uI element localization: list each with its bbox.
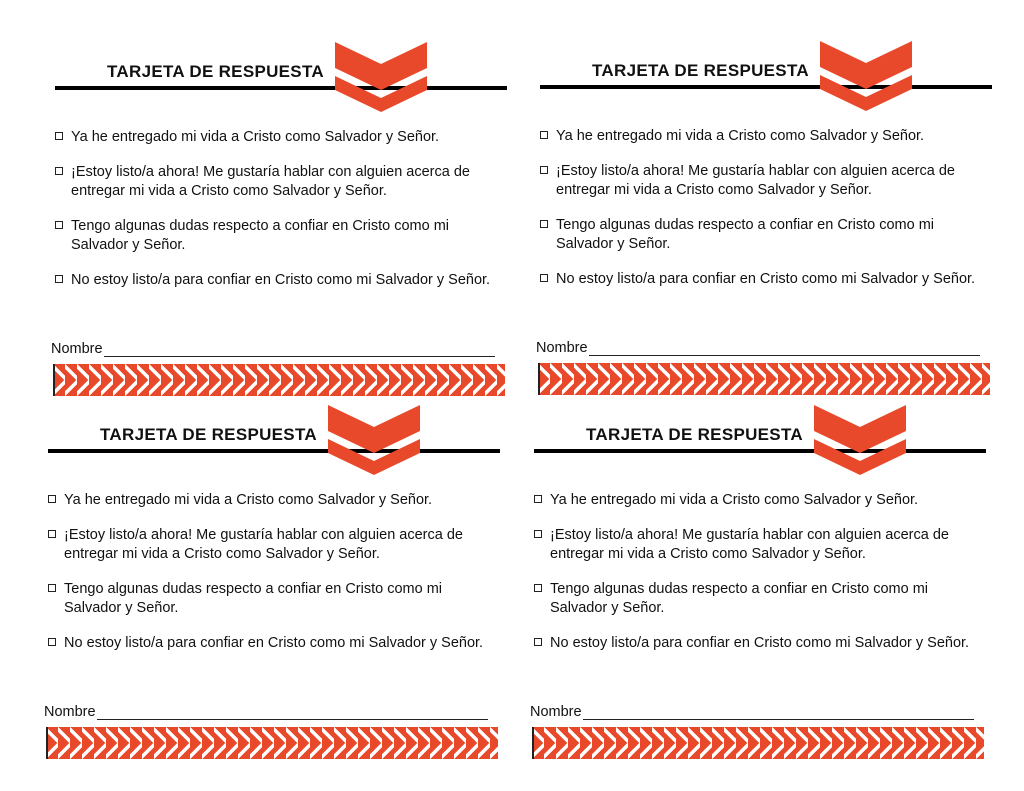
title-rule (48, 449, 500, 453)
checkbox[interactable] (540, 220, 548, 228)
name-label: Nombre (51, 341, 103, 357)
chevron-down-icon (814, 405, 906, 477)
option-list (534, 491, 986, 669)
checkbox[interactable] (534, 530, 542, 538)
option-list (540, 127, 992, 305)
chevron-band (538, 363, 990, 395)
band-edge (46, 727, 48, 759)
band-edge (538, 363, 540, 395)
band-edge (532, 727, 534, 759)
option-label: No estoy listo/a para confiar en Cristo como mi Salvador y Señor. (71, 272, 491, 288)
checkbox[interactable] (55, 221, 63, 229)
response-card-1 (51, 48, 525, 418)
name-label: Nombre (536, 340, 588, 356)
card-title: TARJETA DE RESPUESTA (100, 425, 317, 444)
checkbox[interactable] (48, 638, 56, 646)
chevron-down-icon (820, 41, 912, 113)
name-field[interactable] (530, 704, 974, 720)
option-label: No estoy listo/a para confiar en Cristo como mi Salvador y Señor. (550, 635, 970, 651)
option-label: No estoy listo/a para confiar en Cristo como mi Salvador y Señor. (64, 635, 484, 651)
name-field[interactable] (51, 341, 495, 357)
checkbox[interactable] (534, 584, 542, 592)
name-line[interactable] (583, 705, 974, 720)
option-item[interactable] (48, 580, 500, 618)
band-edge (53, 364, 55, 396)
checkbox[interactable] (534, 638, 542, 646)
card-title: TARJETA DE RESPUESTA (592, 61, 809, 80)
option-item[interactable] (540, 162, 992, 200)
name-line[interactable] (104, 342, 495, 357)
chevron-band (532, 727, 984, 759)
option-item[interactable] (55, 128, 507, 147)
option-list (55, 128, 507, 306)
response-card-4 (530, 411, 1004, 781)
response-card-2 (536, 47, 1010, 417)
name-line[interactable] (589, 341, 980, 356)
option-label: ¡Estoy listo/a ahora! Me gustaría hablar con alguien acerca de entregar mi vida a Cristo como Salvador y Señor. (550, 527, 949, 562)
chevron-band (46, 727, 498, 759)
option-label: Ya he entregado mi vida a Cristo como Salvador y Señor. (64, 492, 433, 508)
checkbox[interactable] (55, 275, 63, 283)
option-item[interactable] (540, 216, 992, 254)
checkbox[interactable] (55, 167, 63, 175)
name-label: Nombre (44, 704, 96, 720)
option-item[interactable] (48, 491, 500, 510)
checkbox[interactable] (534, 495, 542, 503)
title-rule (55, 86, 507, 90)
checkbox[interactable] (48, 495, 56, 503)
option-label: No estoy listo/a para confiar en Cristo como mi Salvador y Señor. (556, 271, 976, 287)
checkbox[interactable] (540, 274, 548, 282)
card-title: TARJETA DE RESPUESTA (586, 425, 803, 444)
option-item[interactable] (55, 217, 507, 255)
option-item[interactable] (534, 634, 986, 653)
chevron-down-icon (335, 42, 427, 114)
checkbox[interactable] (540, 166, 548, 174)
option-item[interactable] (534, 580, 986, 618)
title-rule (540, 85, 992, 89)
checkbox[interactable] (48, 530, 56, 538)
name-field[interactable] (536, 340, 980, 356)
checkbox[interactable] (55, 132, 63, 140)
option-label: Ya he entregado mi vida a Cristo como Salvador y Señor. (71, 129, 440, 145)
title-rule (534, 449, 986, 453)
option-label: Tengo algunas dudas respecto a confiar en Cristo como mi Salvador y Señor. (64, 581, 443, 616)
response-card-3 (44, 411, 518, 781)
option-item[interactable] (55, 271, 507, 290)
option-label: ¡Estoy listo/a ahora! Me gustaría hablar con alguien acerca de entregar mi vida a Cristo como Salvador y Señor. (556, 163, 955, 198)
option-label: Tengo algunas dudas respecto a confiar en Cristo como mi Salvador y Señor. (550, 581, 929, 616)
option-item[interactable] (55, 163, 507, 201)
name-field[interactable] (44, 704, 488, 720)
chevron-down-icon (328, 405, 420, 477)
name-line[interactable] (97, 705, 488, 720)
chevron-band (53, 364, 505, 396)
option-label: Tengo algunas dudas respecto a confiar en Cristo como mi Salvador y Señor. (71, 218, 450, 253)
option-item[interactable] (48, 526, 500, 564)
option-item[interactable] (540, 270, 992, 289)
name-label: Nombre (530, 704, 582, 720)
option-label: ¡Estoy listo/a ahora! Me gustaría hablar con alguien acerca de entregar mi vida a Cristo como Salvador y Señor. (71, 164, 470, 199)
checkbox[interactable] (540, 131, 548, 139)
option-list (48, 491, 500, 669)
option-item[interactable] (534, 526, 986, 564)
option-label: ¡Estoy listo/a ahora! Me gustaría hablar con alguien acerca de entregar mi vida a Cristo como Salvador y Señor. (64, 527, 463, 562)
option-item[interactable] (540, 127, 992, 146)
option-label: Ya he entregado mi vida a Cristo como Salvador y Señor. (556, 128, 925, 144)
option-item[interactable] (534, 491, 986, 510)
checkbox[interactable] (48, 584, 56, 592)
option-label: Tengo algunas dudas respecto a confiar en Cristo como mi Salvador y Señor. (556, 217, 935, 252)
card-title: TARJETA DE RESPUESTA (107, 62, 324, 81)
option-label: Ya he entregado mi vida a Cristo como Salvador y Señor. (550, 492, 919, 508)
option-item[interactable] (48, 634, 500, 653)
